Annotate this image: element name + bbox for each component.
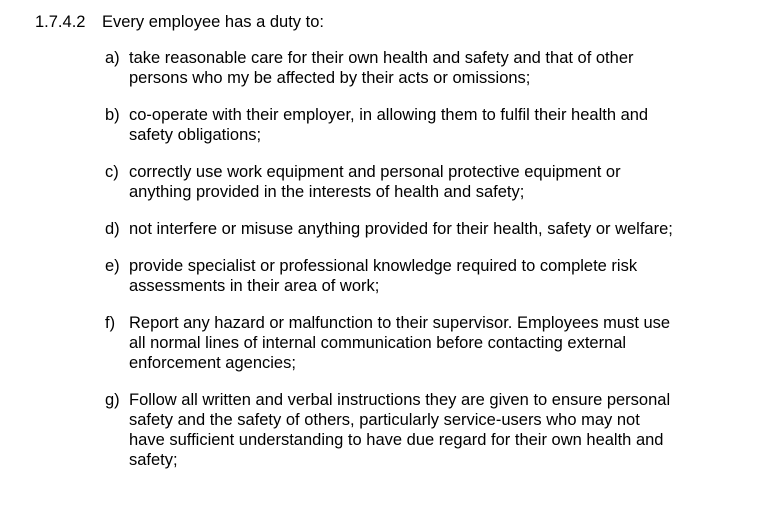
duty-text-line: take reasonable care for their own health and safety and that of other [129,49,634,67]
duty-item-f [105,313,745,373]
duty-item-b [105,105,745,145]
duty-text-line: anything provided in the interests of health and safety; [129,183,525,201]
duty-item-d [105,219,745,239]
duty-letter: c) [105,163,119,181]
duty-letter: g) [105,391,120,409]
clause-heading: Every employee has a duty to: [102,13,324,31]
duty-text-line: safety; [129,451,178,469]
duty-text-line: have sufficient understanding to have due regard for their own health and [129,431,664,449]
duty-text-line: enforcement agencies; [129,354,296,372]
duty-text-line: Follow all written and verbal instructions they are given to ensure personal [129,391,671,409]
duty-item-c [105,162,745,202]
duty-text-line: provide specialist or professional knowledge required to complete risk [129,257,638,275]
duty-text-line: not interfere or misuse anything provided for their health, safety or welfare; [129,220,673,238]
duty-letter: f) [105,314,116,332]
duty-text-line: correctly use work equipment and personal protective equipment or [129,163,621,181]
clause-number: 1.7.4.2 [35,13,86,31]
duty-item-a [105,48,745,88]
duty-item-g [105,390,745,470]
duty-list [105,48,745,487]
duty-letter: b) [105,106,120,124]
duty-text-line: assessments in their area of work; [129,277,380,295]
duty-letter: a) [105,49,120,67]
duty-text-line: co-operate with their employer, in allowing them to fulfil their health and [129,106,649,124]
duty-letter: d) [105,220,120,238]
duty-text-line: persons who my be affected by their acts or omissions; [129,69,531,87]
duty-letter: e) [105,257,120,275]
duty-text-line: all normal lines of internal communication before contacting external [129,334,627,352]
duty-text-line: safety and the safety of others, particularly service-users who may not [129,411,640,429]
duty-item-e [105,256,745,296]
duty-text-line: safety obligations; [129,126,262,144]
duty-text-line: Report any hazard or malfunction to their supervisor. Employees must use [129,314,671,332]
